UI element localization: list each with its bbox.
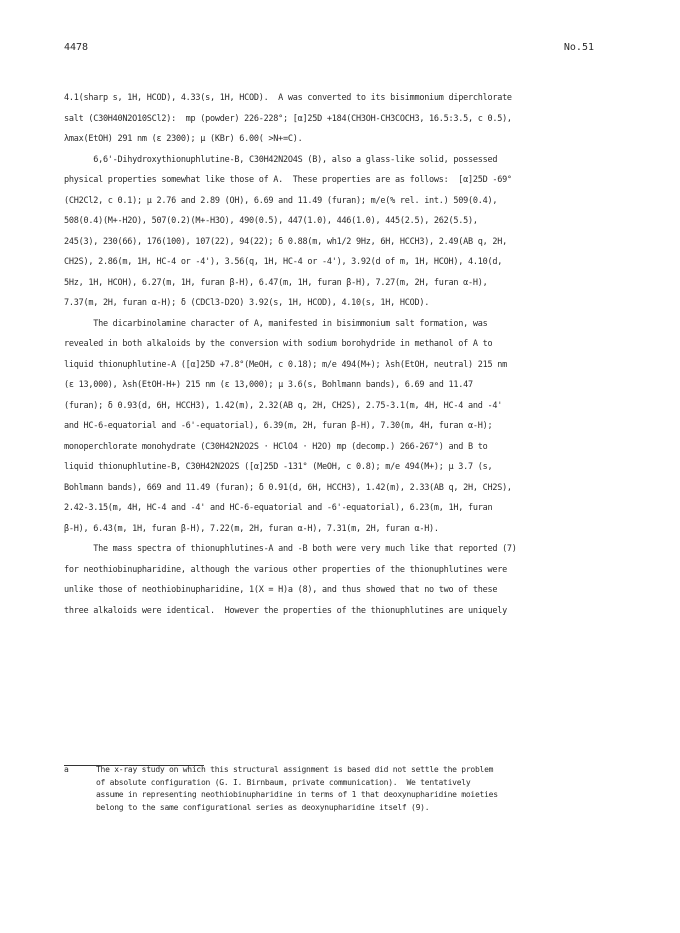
text-line: 7.37(m, 2H, furan α-H); δ (CDCl3-D2O) 3.92(s, 1H, HCOD), 4.10(s, 1H, HCOD).: [64, 298, 430, 308]
text-line: liquid thionuphlutine-B, C30H42N2O2S ([α]25D -131° (MeOH, c 0.8); m/e 494(M+); μ 3.7 (s,: [64, 462, 493, 472]
text-line: unlike those of neothiobinupharidine, 1(X = H)a (8), and thus showed that no two of these: [64, 585, 498, 595]
text-line: liquid thionuphlutine-A ([α]25D +7.8°(MeOH, c 0.18); m/e 494(M+); λsh(EtOH, neutral) 215 nm: [64, 359, 507, 370]
text-line: and HC-6-equatorial and -6'-equatorial), 6.39(m, 2H, furan β-H), 7.30(m, 4H, furan α-H);: [64, 421, 493, 431]
text-line: salt (C30H40N2O10SCl2): mp (powder) 226-228°; [α]25D +184(CH3OH-CH3COCH3, 16.5:3.5, c 0.5),: [64, 113, 512, 124]
text-line: revealed in both alkaloids by the conversion with sodium borohydride in methanol of A to: [64, 339, 493, 349]
footnote: [64, 764, 630, 814]
text-line: β-H), 6.43(m, 1H, furan β-H), 7.22(m, 2H, furan α-H), 7.31(m, 2H, furan α-H).: [64, 523, 439, 534]
text-line: λmax(EtOH) 291 nm (ε 2300); μ (KBr) 6.00( >N+=C).: [64, 134, 303, 144]
footnote-line: belong to the same configurational series as deoxynupharidine itself (9).: [64, 802, 430, 812]
page-number: 4478: [64, 42, 89, 53]
text-line: physical properties somewhat like those of A. These properties are as follows: [α]25D -69°: [64, 175, 512, 185]
body-text: [64, 88, 630, 621]
text-line: 508(0.4)(M+-H2O), 507(0.2)(M+-H3O), 490(0.5), 447(1.0), 446(1.0), 445(2.5), 262(5.5),: [64, 216, 478, 226]
text-line: The dicarbinolamine character of A, manifested in bisimmonium salt formation, was: [64, 318, 488, 329]
text-line: The mass spectra of thionuphlutines-A and -B both were very much like that reported (7): [64, 544, 517, 554]
text-line: 4.1(sharp s, 1H, HCOD), 4.33(s, 1H, HCOD). A was converted to its bisimmonium diperchlorate: [64, 93, 512, 103]
text-line: CH2S), 2.86(m, 1H, HC-4 or -4'), 3.56(q, 1H, HC-4 or -4'), 3.92(d of m, 1H, HCOH), 4.10(d,: [64, 257, 503, 267]
text-line: three alkaloids were identical. However the properties of the thionuphlutines are uniquely: [64, 605, 507, 616]
text-line: monoperchlorate monohydrate (C30H42N2O2S · HClO4 · H2O) mp (decomp.) 266-267°) and B to: [64, 441, 488, 452]
text-line: Bohlmann bands), 669 and 11.49 (furan); δ 0.91(d, 6H, HCCH3), 1.42(m), 2.33(AB q, 2H, CH2S),: [64, 482, 512, 493]
text-line: 2.42-3.15(m, 4H, HC-4 and -4' and HC-6-equatorial and -6'-equatorial), 6.23(m, 1H, furan: [64, 503, 493, 513]
text-line: 6,6'-Dihydroxythionuphlutine-B, C30H42N2O4S (B), also a glass-like solid, possessed: [64, 154, 498, 165]
text-line: for neothiobinupharidine, although the various other properties of the thionuphlutines were: [64, 564, 507, 575]
footnote-line: of absolute configuration (G. I. Birnbaum, private communication). We tentatively: [64, 777, 471, 787]
text-line: (furan); δ 0.93(d, 6H, HCCH3), 1.42(m), 2.32(AB q, 2H, CH2S), 2.75-3.1(m, 4H, HC-4 and -4': [64, 400, 503, 411]
footnote-line: a The x-ray study on which this structural assignment is based did not settle the problem: [64, 765, 494, 774]
footnote-line: assume in representing neothiobinupharidine in terms of 1 that deoxynupharidine moieties: [64, 790, 498, 799]
text-line: (CH2Cl2, c 0.1); μ 2.76 and 2.89 (OH), 6.69 and 11.49 (furan); m/e(% rel. int.) 509(0.4),: [64, 195, 498, 206]
text-line: 245(3), 230(66), 176(100), 107(22), 94(22); δ 0.88(m, wh1/2 9Hz, 6H, HCCH3), 2.49(AB q, 2H,: [64, 236, 507, 247]
text-line: (ε 13,000), λsh(EtOH-H+) 215 nm (ε 13,000); μ 3.6(s, Bohlmann bands), 6.69 and 11.47: [64, 380, 473, 390]
journal-issue: No.51: [563, 42, 594, 53]
text-line: 5Hz, 1H, HCOH), 6.27(m, 1H, furan β-H), 6.47(m, 1H, furan β-H), 7.27(m, 2H, furan α-H),: [64, 277, 488, 288]
